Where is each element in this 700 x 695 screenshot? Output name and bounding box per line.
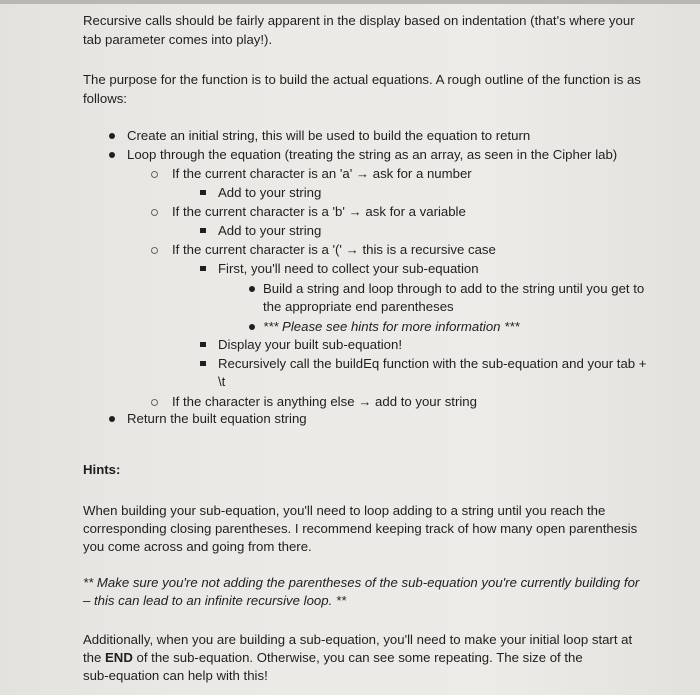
bullet-dot: [109, 416, 115, 422]
outline-item: Build a string and loop through to add to the string until you get to: [263, 281, 645, 296]
outline-item: Add to your string: [218, 223, 322, 238]
outline-item-continued: \t: [218, 374, 226, 389]
hint-paragraph-line: Additionally, when you are building a sub-equation, you'll need to make your initial loop start at: [83, 632, 633, 647]
outline-item-continued: the appropriate end parentheses: [263, 299, 454, 314]
intro-line-3: The purpose for the function is to build the actual equations. A rough outline of the function is as: [83, 72, 641, 87]
outline-item: Recursively call the buildEq function with the sub-equation and your tab +: [218, 356, 647, 371]
bullet-square: [200, 361, 206, 366]
outline-item: Return the built equation string: [127, 411, 307, 426]
outline-item: First, you'll need to collect your sub-equation: [218, 261, 479, 276]
hints-heading: Hints:: [83, 462, 121, 477]
bullet-square: [200, 190, 206, 195]
outline-item: Create an initial string, this will be used to build the equation to return: [127, 128, 531, 143]
intro-line-1: Recursive calls should be fairly apparent in the display based on indentation (that's where your: [83, 13, 635, 28]
bullet-square: [200, 266, 206, 271]
hint-paragraph-line: [83, 649, 583, 666]
top-edge: [0, 0, 700, 4]
text-run: of the sub-equation. Otherwise, you can see some repeating. The size of the: [132, 650, 583, 665]
outline-item: If the current character is a '(' → this is a recursive case: [172, 242, 496, 257]
hint-paragraph-line: you come across and going from there.: [83, 539, 312, 554]
bullet-square: [200, 228, 206, 233]
outline-item: Add to your string: [218, 185, 322, 200]
bullet-dot: [109, 152, 115, 158]
intro-line-4: follows:: [83, 91, 127, 106]
outline-item: *** Please see hints for more information ***: [263, 319, 520, 334]
outline-item: If the current character is a 'b' → ask for a variable: [172, 204, 466, 219]
bullet-circle: [151, 209, 158, 216]
outline-item: Display your built sub-equation!: [218, 337, 402, 352]
hint-warning-line: ** Make sure you're not adding the parentheses of the sub-equation you're currently building for: [83, 575, 640, 590]
text-run: the: [83, 650, 105, 665]
bullet-circle: [151, 399, 158, 406]
bullet-dot: [249, 324, 255, 330]
bullet-dot: [249, 286, 255, 292]
hint-paragraph-line: corresponding closing parentheses. I recommend keeping track of how many open parenthesis: [83, 521, 638, 536]
outline-item: If the current character is an 'a' → ask for a number: [172, 166, 472, 181]
bullet-circle: [151, 171, 158, 178]
bullet-square: [200, 342, 206, 347]
bullet-dot: [109, 133, 115, 139]
outline-item: Loop through the equation (treating the string as an array, as seen in the Cipher lab): [127, 147, 618, 162]
outline-item: If the character is anything else → add to your string: [172, 394, 477, 409]
hint-paragraph-line: When building your sub-equation, you'll need to loop adding to a string until you reach the: [83, 503, 606, 518]
intro-line-2: tab parameter comes into play!).: [83, 32, 273, 47]
emphasis-end: END: [105, 650, 133, 665]
bullet-circle: [151, 247, 158, 254]
hint-warning-line: – this can lead to an infinite recursive loop. **: [83, 593, 347, 608]
hint-paragraph-line: sub-equation can help with this!: [83, 668, 268, 683]
